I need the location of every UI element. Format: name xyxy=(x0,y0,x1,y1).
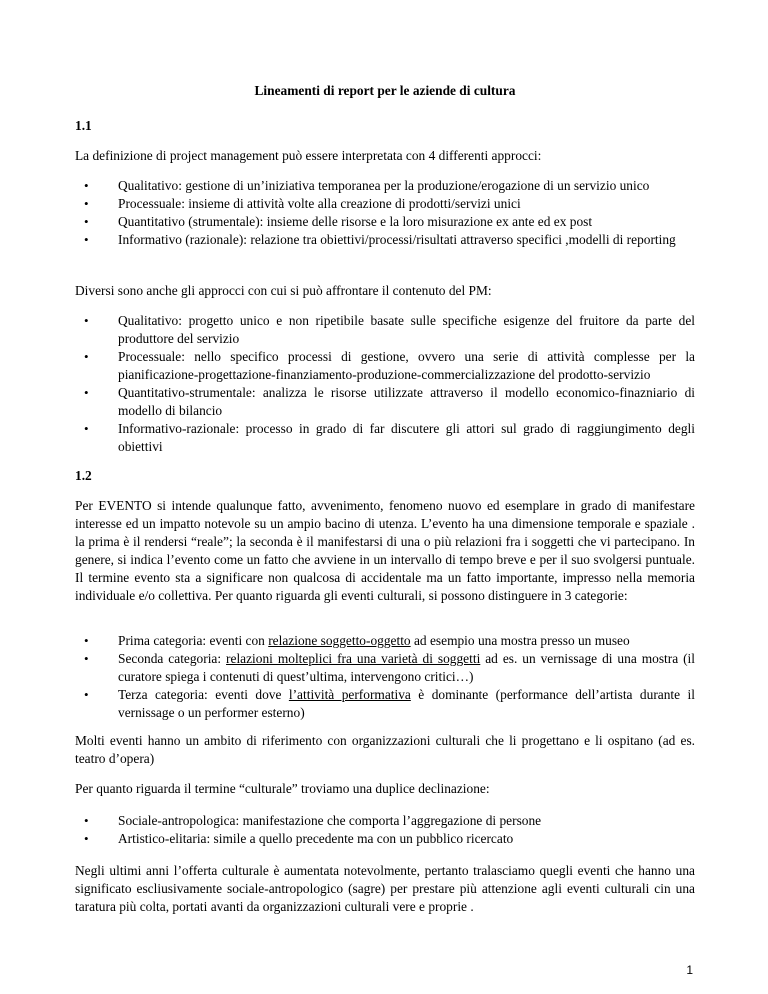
list-pm-content-approaches xyxy=(75,312,695,456)
bullet-icon: • xyxy=(84,349,89,364)
paragraph-pm-definition: La definizione di project management può essere interpretata con 4 differenti approcci: xyxy=(75,148,542,163)
document-title: Lineamenti di report per le aziende di cultura xyxy=(254,83,516,98)
bullet-icon: • xyxy=(84,633,89,648)
list-item: • Qualitativo: progetto unico e non ripetibile basate sulle specifiche esigenze del fruitore da parte del produttore del servizio xyxy=(84,313,695,346)
bullet-icon: • xyxy=(84,421,89,436)
list-item: • Artistico-elitaria: simile a quello precedente ma con un pubblico ricercato xyxy=(84,831,514,846)
section-heading-1-2: 1.2 xyxy=(75,468,92,483)
bullet-icon: • xyxy=(84,831,89,846)
page-number: 1 xyxy=(686,963,693,977)
bullet-icon: • xyxy=(84,178,89,193)
list-item: • Seconda categoria: relazioni molteplici fra una varietà di soggetti ad es. un vernissage di una mostra (il curatore spiega i contenuti di quest’ultima, intervengono critici…) xyxy=(84,651,695,684)
bullet-icon: • xyxy=(84,813,89,828)
list-item: • Quantitativo-strumentale: analizza le risorse utilizzate attraverso il modello economico-finazniario di modello di bilancio xyxy=(84,385,695,418)
paragraph-pm-content: Diversi sono anche gli approcci con cui si può affrontare il contenuto del PM: xyxy=(75,283,492,298)
bullet-icon: • xyxy=(84,196,89,211)
bullet-icon: • xyxy=(84,385,89,400)
bullet-icon: • xyxy=(84,214,89,229)
paragraph-cultural-term: Per quanto riguarda il termine “culturale” troviamo una duplice declinazione: xyxy=(75,781,490,796)
bullet-icon: • xyxy=(84,687,89,702)
list-item: • Qualitativo: gestione di un’iniziativa temporanea per la produzione/erogazione di un servizio unico xyxy=(84,178,650,193)
list-item: • Terza categoria: eventi dove l’attività performativa è dominante (performance dell’artista durante il vernissage o un performer esterno) xyxy=(84,687,695,720)
list-item: • Processuale: nello specifico processi di gestione, ovvero una serie di attività complesse per la pianificazione-progettazione-finanziamento-produzione-commercializzazione del prodotto-servizio xyxy=(84,349,695,382)
list-cultural-declinations xyxy=(75,812,695,848)
list-item: • Quantitativo (strumentale): insieme delle risorse e la loro misurazione ex ante ed ex post xyxy=(84,214,593,229)
paragraph-event-definition: Per EVENTO si intende qualunque fatto, avvenimento, fenomeno nuovo ed esemplare in grado di manifestare interesse ed un impatto notevole su un ampio bacino di utenza. L’evento ha una dimensione temporale e spaziale . la prima è il rendersi “reale”; la seconda è il manifestarsi di una o più relazioni fra i soggetti che vi partecipano. In genere, si indica l’evento come un fatto che avviene in un intervallo di tempo breve e per il suo svolgersi puntuale. Il termine evento sta a significare non qualcosa di accidentale ma un fatto importante, impresso nella memoria individuale e/o collettiva. Per quanto riguarda gli eventi culturali, si possono distinguere in 3 categorie: xyxy=(75,498,695,603)
list-item: • Informativo (razionale): relazione tra obiettivi/processi/risultati attraverso specifici ,modelli di reporting xyxy=(84,232,676,247)
paragraph-cultural-offer: Negli ultimi anni l’offerta culturale è aumentata notevolmente, pertanto tralasciamo quegli eventi che hanno una significato escliusivamente sociale-antropologico (sagre) per prestare più attenzione agli eventi culturali cin una taratura più colta, portati avanti da organizzazioni culturali vere e proprie . xyxy=(75,863,695,914)
bullet-icon: • xyxy=(84,651,89,666)
list-item: • Informativo-razionale: processo in grado di far discutere gli attori sul grado di raggiungimento degli obiettivi xyxy=(84,421,695,454)
section-heading-1-1: 1.1 xyxy=(75,118,92,133)
list-item: • Sociale-antropologica: manifestazione che comporta l’aggregazione di persone xyxy=(84,813,542,828)
list-pm-approaches xyxy=(75,177,695,249)
paragraph-event-context: Molti eventi hanno un ambito di riferimento con organizzazioni culturali che li progettano e li ospitano (ad es. teatro d’opera) xyxy=(75,733,695,766)
bullet-icon: • xyxy=(84,313,89,328)
list-item: • Prima categoria: eventi con relazione soggetto-oggetto ad esempio una mostra presso un museo xyxy=(84,633,630,648)
list-item: • Processuale: insieme di attività volte alla creazione di prodotti/servizi unici xyxy=(84,196,521,211)
bullet-icon: • xyxy=(84,232,89,247)
list-event-categories xyxy=(75,632,695,722)
